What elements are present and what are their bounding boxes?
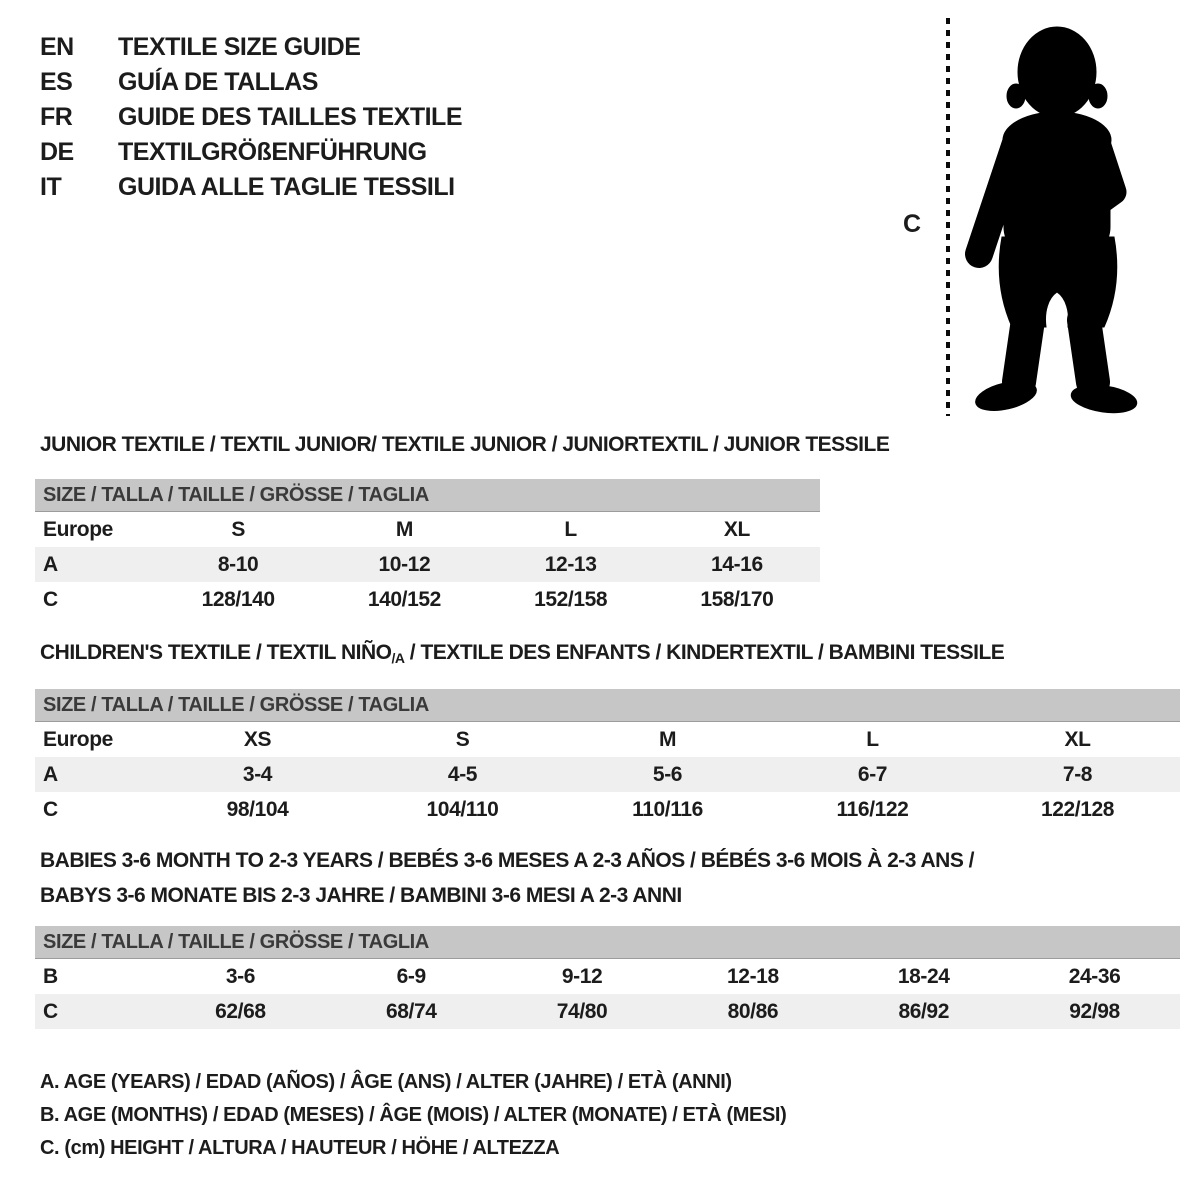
children-size-table xyxy=(35,689,1180,827)
legend-line-age-years: A. AGE (YEARS) / EDAD (AÑOS) / ÂGE (ANS) / ALTER (JAHRE) / ETÀ (ANNI) xyxy=(40,1071,732,1093)
row-label: A xyxy=(43,763,58,786)
table-cell: 128/140 xyxy=(201,588,275,611)
table-row-europe xyxy=(35,512,820,547)
table-cell: 80/86 xyxy=(727,1000,779,1023)
table-cell: 140/152 xyxy=(367,588,441,611)
table-cell: 116/122 xyxy=(836,798,909,821)
table-cell: 86/92 xyxy=(898,1000,949,1023)
junior-size-table xyxy=(35,479,820,617)
table-cell: 18-24 xyxy=(897,965,950,988)
table-cell: 3-4 xyxy=(242,763,273,786)
table-cell: 4-5 xyxy=(447,763,478,786)
table-row-age-months xyxy=(35,959,1180,994)
language-row-es xyxy=(40,65,462,100)
height-measure-label: C xyxy=(903,210,922,238)
table-cell: M xyxy=(395,518,413,541)
table-row-europe xyxy=(35,722,1180,757)
table-cell: S xyxy=(455,728,470,751)
table-cell: 152/158 xyxy=(534,588,608,611)
size-header-text: SIZE / TALLA / TAILLE / GRÖSSE / TAGLIA xyxy=(43,931,429,953)
table-cell: L xyxy=(866,728,879,751)
guide-title-fr: GUIDE DES TAILLES TEXTILE xyxy=(118,103,463,131)
children-title-sub: /A xyxy=(391,650,405,666)
table-row-age xyxy=(35,757,1180,792)
table-cell: 6-9 xyxy=(396,965,426,988)
language-row-en xyxy=(40,30,462,65)
language-row-fr xyxy=(40,100,462,135)
language-code: ES xyxy=(40,68,73,96)
junior-section-title: JUNIOR TEXTILE / TEXTIL JUNIOR/ TEXTILE JUNIOR / JUNIORTEXTIL / JUNIOR TESSILE xyxy=(40,433,890,456)
table-cell: 122/128 xyxy=(1040,798,1115,821)
table-cell: 158/170 xyxy=(700,588,774,611)
language-code: EN xyxy=(40,33,74,61)
row-label: B xyxy=(43,965,58,988)
row-label: A xyxy=(43,553,58,576)
legend-line-height: C. (cm) HEIGHT / ALTURA / HAUTEUR / HÖHE / ALTEZZA xyxy=(40,1137,560,1159)
toddler-silhouette-icon xyxy=(962,22,1142,414)
babies-size-table xyxy=(35,926,1180,1029)
table-cell: 110/116 xyxy=(632,798,703,821)
table-cell: 24-36 xyxy=(1068,965,1121,988)
table-cell: L xyxy=(564,518,577,541)
size-header-bar xyxy=(35,926,1180,959)
table-row-height xyxy=(35,792,1180,827)
guide-title-de: TEXTILGRÖßENFÜHRUNG xyxy=(118,138,427,166)
size-header-bar xyxy=(35,689,1180,722)
table-cell: 3-6 xyxy=(225,965,255,988)
children-title-post: / TEXTILE DES ENFANTS / KINDERTEXTIL / BAMBINI TESSILE xyxy=(404,641,1005,664)
table-cell: 6-7 xyxy=(857,763,888,786)
babies-section-title-line1: BABIES 3-6 MONTH TO 2-3 YEARS / BEBÉS 3-6 MESES A 2-3 AÑOS / BÉBÉS 3-6 MOIS À 2-3 ANS / xyxy=(40,849,975,872)
table-cell: 74/80 xyxy=(556,1000,608,1023)
row-label: Europe xyxy=(43,518,113,541)
table-row-age xyxy=(35,547,820,582)
language-code: DE xyxy=(40,138,74,166)
table-cell: 92/98 xyxy=(1069,1000,1120,1023)
table-cell: 8-10 xyxy=(217,553,259,576)
children-section-title xyxy=(40,641,1004,666)
language-row-it xyxy=(40,170,462,205)
babies-section-title-line2: BABYS 3-6 MONATE BIS 2-3 JAHRE / BAMBINI 3-6 MESI A 2-3 ANNI xyxy=(40,884,682,907)
guide-title-es: GUÍA DE TALLAS xyxy=(118,68,318,96)
table-cell: XL xyxy=(1064,728,1091,751)
table-cell: 68/74 xyxy=(385,1000,437,1023)
table-cell: 14-16 xyxy=(711,553,763,576)
table-cell: 12-18 xyxy=(727,965,779,988)
table-cell: 10-12 xyxy=(378,553,431,576)
table-row-height xyxy=(35,582,820,617)
table-cell: 98/104 xyxy=(226,798,289,821)
table-cell: 62/68 xyxy=(215,1000,266,1023)
table-cell: 104/110 xyxy=(426,798,499,821)
table-row-height xyxy=(35,994,1180,1029)
row-label: C xyxy=(43,588,58,611)
table-cell: 9-12 xyxy=(561,965,603,988)
table-cell: XL xyxy=(723,518,750,541)
guide-title-it: GUIDA ALLE TAGLIE TESSILI xyxy=(118,173,455,201)
size-header-bar xyxy=(35,479,820,512)
size-header-text: SIZE / TALLA / TAILLE / GRÖSSE / TAGLIA xyxy=(43,484,429,506)
guide-title-en: TEXTILE SIZE GUIDE xyxy=(118,33,361,61)
table-cell: 7-8 xyxy=(1062,763,1093,786)
language-row-de xyxy=(40,135,462,170)
size-header-text: SIZE / TALLA / TAILLE / GRÖSSE / TAGLIA xyxy=(43,694,429,716)
table-cell: M xyxy=(658,728,677,751)
children-title-pre: CHILDREN'S TEXTILE / TEXTIL NIÑO xyxy=(40,641,392,664)
table-cell: S xyxy=(231,518,245,541)
language-title-list xyxy=(40,30,462,205)
row-label: C xyxy=(43,798,58,821)
language-code: FR xyxy=(40,103,73,131)
table-cell: 12-13 xyxy=(544,553,597,576)
row-label: C xyxy=(43,1000,58,1023)
height-measure-dashed-line xyxy=(946,18,950,416)
table-cell: 5-6 xyxy=(652,763,683,786)
language-code: IT xyxy=(40,173,62,201)
legend-line-age-months: B. AGE (MONTHS) / EDAD (MESES) / ÂGE (MOIS) / ALTER (MONATE) / ETÀ (MESI) xyxy=(40,1104,787,1126)
table-cell: XS xyxy=(243,728,272,751)
measurement-legend xyxy=(40,1066,786,1165)
row-label: Europe xyxy=(43,728,113,751)
